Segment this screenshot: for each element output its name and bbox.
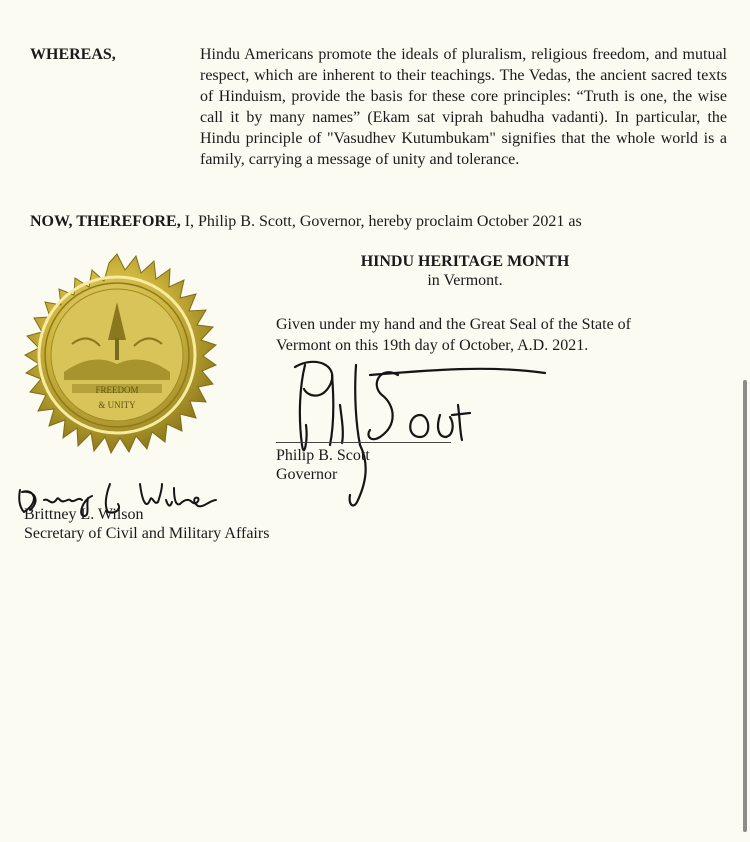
proclamation-text: I, Philip B. Scott, Governor, hereby proclaim October 2021 as	[180, 213, 582, 230]
given-line-2: Vermont on this 19th day of October, A.D. 2021.	[276, 337, 589, 354]
now-therefore-label: NOW, THEREFORE,	[30, 213, 181, 230]
governor-name: Philip B. Scott	[276, 447, 370, 464]
governor-title: Governor	[276, 466, 338, 483]
great-seal-icon	[12, 252, 222, 462]
given-line-1: Given under my hand and the Great Seal of the State of	[276, 316, 631, 333]
proclamation-subtitle: in Vermont.	[427, 272, 503, 289]
proclamation-line	[30, 213, 582, 231]
svg-text:FREEDOM: FREEDOM	[95, 385, 139, 395]
proclamation-title: HINDU HERITAGE MONTH	[360, 253, 570, 270]
svg-text:& UNITY: & UNITY	[98, 400, 136, 410]
whereas-label: WHEREAS,	[30, 46, 116, 63]
governor-signature	[270, 345, 560, 515]
whereas-paragraph: Hindu Americans promote the ideals of pluralism, religious freedom, and mutual respect, which are inherent to their teachings. The Vedas, the ancient sacred texts of Hinduism, provide the basis for these core principles: “Truth is one, the wise call it by many names” (Ekam sat viprah bahudha vadanti). In particular, the Hindu principle of "Vasudhev Kutumbukam" signifies that the whole world is a family, carrying a message of unity and tolerance.	[200, 46, 727, 168]
scrollbar[interactable]	[743, 380, 747, 832]
secretary-name: Brittney L. Wilson	[24, 506, 144, 523]
secretary-title: Secretary of Civil and Military Affairs	[24, 525, 270, 542]
signature-line	[276, 442, 451, 443]
